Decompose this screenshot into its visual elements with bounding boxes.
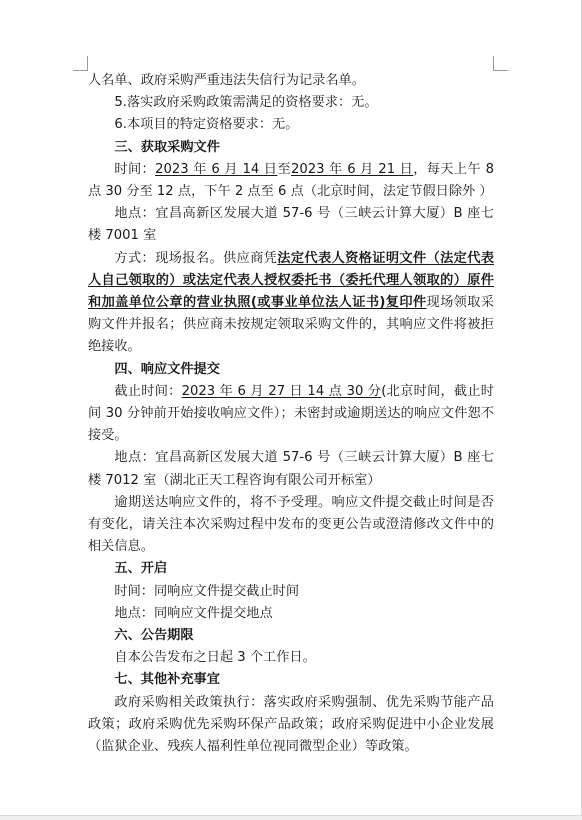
document-body[interactable] [88, 70, 494, 758]
section-heading-6: 六、公告期限 [114, 628, 194, 644]
acquisition-time: 时间：2023 年 6 月 14 日至2023 年 6 月 21 日，每天上午 8 点 30 分至 12 点，下午 2 点至 6 点（北京时间，法定节假日除外 ） [88, 161, 495, 200]
section-heading-4: 四、响应文件提交 [114, 361, 220, 377]
submission-note: 逾期送达响应文件的，将不予受理。响应文件提交截止时间是否有变化，请关注本次采购过程中发布的变更公告或澄清修改文件中的相关信息。 [88, 494, 494, 555]
text-line: 6.本项目的特定资格要求：无。 [114, 117, 299, 133]
text-line: 人名单、政府采购严重违法失信行为记录名单。 [88, 73, 365, 88]
opening-place: 地点：同响应文件提交地点 [114, 605, 273, 621]
acquisition-place: 地点：宜昌高新区发展大道 57-6 号（三峡云计算大厦）B 座七楼 7001 室 [88, 206, 494, 244]
section-heading-7: 七、其他补充事宜 [114, 672, 220, 688]
other-matters: 政府采购相关政策执行：落实政府采购强制、优先采购节能产品政策；政府采购优先采购环保产品政策；政府采购促进中小企业发展（监狱企业、残疾人福利性单位视同微型企业）等政策。 [88, 694, 494, 755]
margin-mark-top-left [73, 56, 88, 71]
submission-deadline: 截止时间：2023 年 6 月 27 日 14 点 30 分(北京时间，截止时间 30 分钟前开始接收响应文件）；未密封或逾期送达的响应文件恕不接受。 [88, 383, 494, 444]
margin-mark-top-right [493, 56, 508, 71]
submission-place: 地点：宜昌高新区发展大道 57-6 号（三峡云计算大厦）B 座七楼 7012 室（湖北正天工程咨询有限公司开标室） [88, 450, 494, 488]
opening-time: 时间：同响应文件提交截止时间 [114, 583, 300, 599]
acquisition-method: 方式：现场报名。供应商凭法定代表人资格证明文件（法定代表人自己领取的）或法定代表人授权委托书（委托代理人领取的）原件和加盖单位公章的营业执照(或事业单位法人证书)复印件现场领取采购文件并报名；供应商未按规定领取采购文件的，其响应文件将被拒绝接收。 [88, 250, 495, 355]
section-heading-3: 三、获取采购文件 [114, 139, 220, 155]
text-line: 5.落实政府采购政策需满足的资格要求：无。 [114, 95, 378, 111]
announcement-period: 自本公告发布之日起 3 个工作日。 [114, 650, 316, 666]
section-heading-5: 五、开启 [114, 561, 168, 577]
